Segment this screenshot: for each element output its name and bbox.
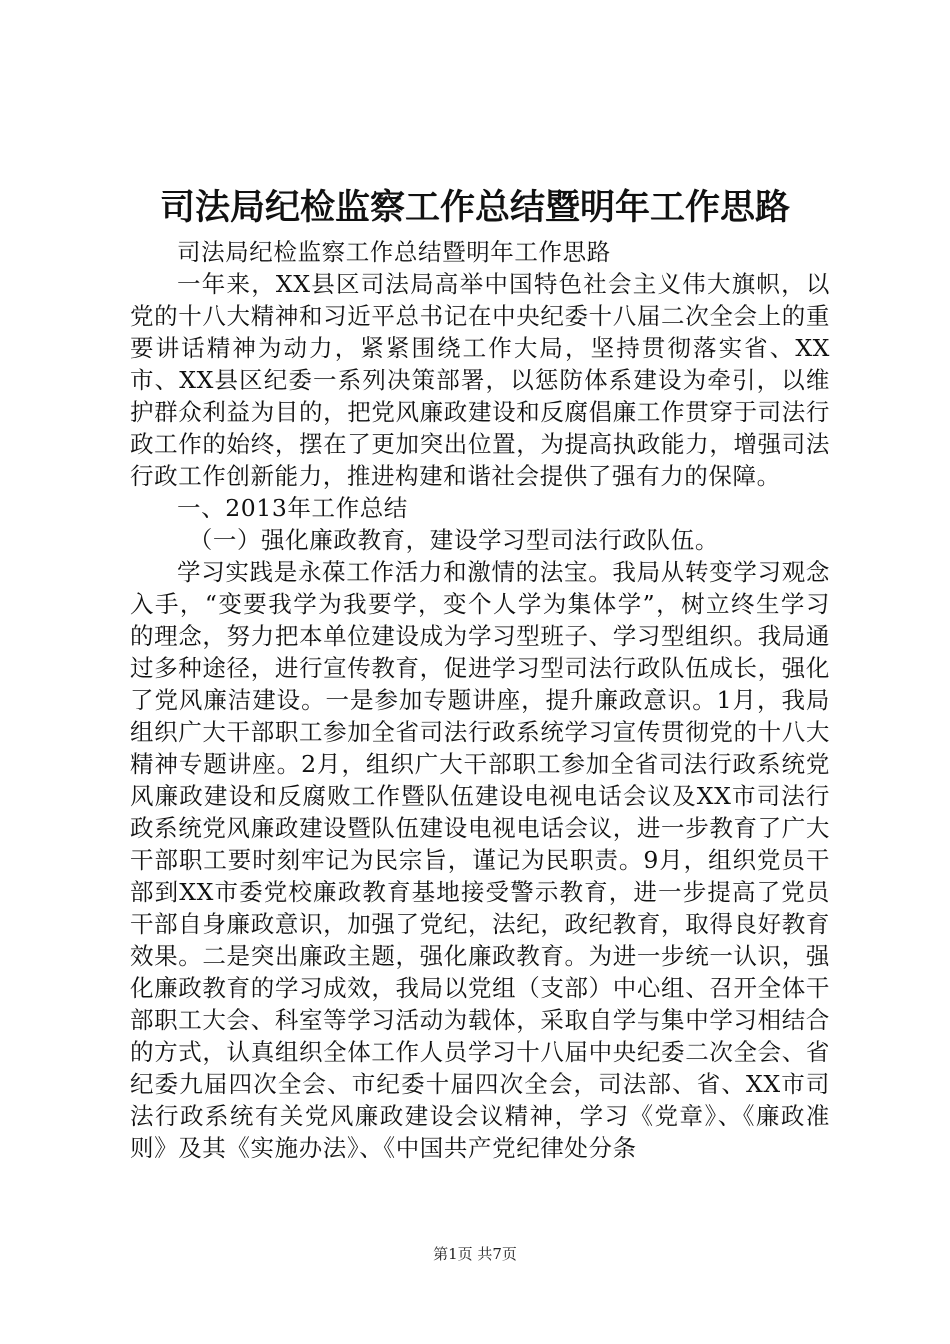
document-body: [130, 236, 830, 1164]
intro-paragraph: 一年来，XX县区司法局高举中国特色社会主义伟大旗帜，以党的十八大精神和习近平总书记在中央纪委十八届二次全会上的重要讲话精神为动力，紧紧围绕工作大局，坚持贯彻落实省、XX市、XX县区纪委一系列决策部署，以惩防体系建设为牵引，以维护群众利益为目的，把党风廉政建设和反腐倡廉工作贯穿于司法行政工作的始终，摆在了更加突出位置，为提高执政能力，增强司法行政工作创新能力，推进构建和谐社会提供了强有力的保障。: [130, 270, 830, 490]
page-number-footer: 第1页 共7页: [433, 1245, 517, 1263]
body-paragraph: 学习实践是永葆工作活力和激情的法宝。我局从转变学习观念入手，“变要我学为我要学，变个人学为集体学”，树立终生学习的理念，努力把本单位建设成为学习型班子、学习型组织。我局通过多种途径，进行宣传教育，促进学习型司法行政队伍成长，强化了党风廉洁建设。一是参加专题讲座，提升廉政意识。1月，我局组织广大干部职工参加全省司法行政系统学习宣传贯彻党的十八大精神专题讲座。2月，组织广大干部职工参加全省司法行政系统党风廉政建设和反腐败工作暨队伍建设电视电话会议及XX市司法行政系统党风廉政建设暨队伍建设电视电话会议，进一步教育了广大干部职工要时刻牢记为民宗旨，谨记为民职责。9月，组织党员干部到XX市委党校廉政教育基地接受警示教育，进一步提高了党员干部自身廉政意识，加强了党纪，法纪，政纪教育，取得良好教育效果。二是突出廉政主题，强化廉政教育。为进一步统一认识，强化廉政教育的学习成效，我局以党组（支部）中心组、召开全体干部职工大会、科室等学习活动为载体，采取自学与集中学习相结合的方式，认真组织全体工作人员学习十八届中央纪委二次全会、省纪委九届四次全会、市纪委十届四次全会，司法部、省、XX市司法行政系统有关党风廉政建设会议精神，学习《党章》、《廉政准则》及其《实施办法》、《中国共产党纪律处分条: [130, 558, 830, 1162]
document-title: 司法局纪检监察工作总结暨明年工作思路: [159, 188, 790, 228]
section-heading: 一、2013年工作总结: [177, 494, 408, 522]
subtitle-paragraph: 司法局纪检监察工作总结暨明年工作思路: [177, 238, 611, 266]
subsection-heading: （一）强化廉政教育，建设学习型司法行政队伍。: [188, 526, 719, 554]
